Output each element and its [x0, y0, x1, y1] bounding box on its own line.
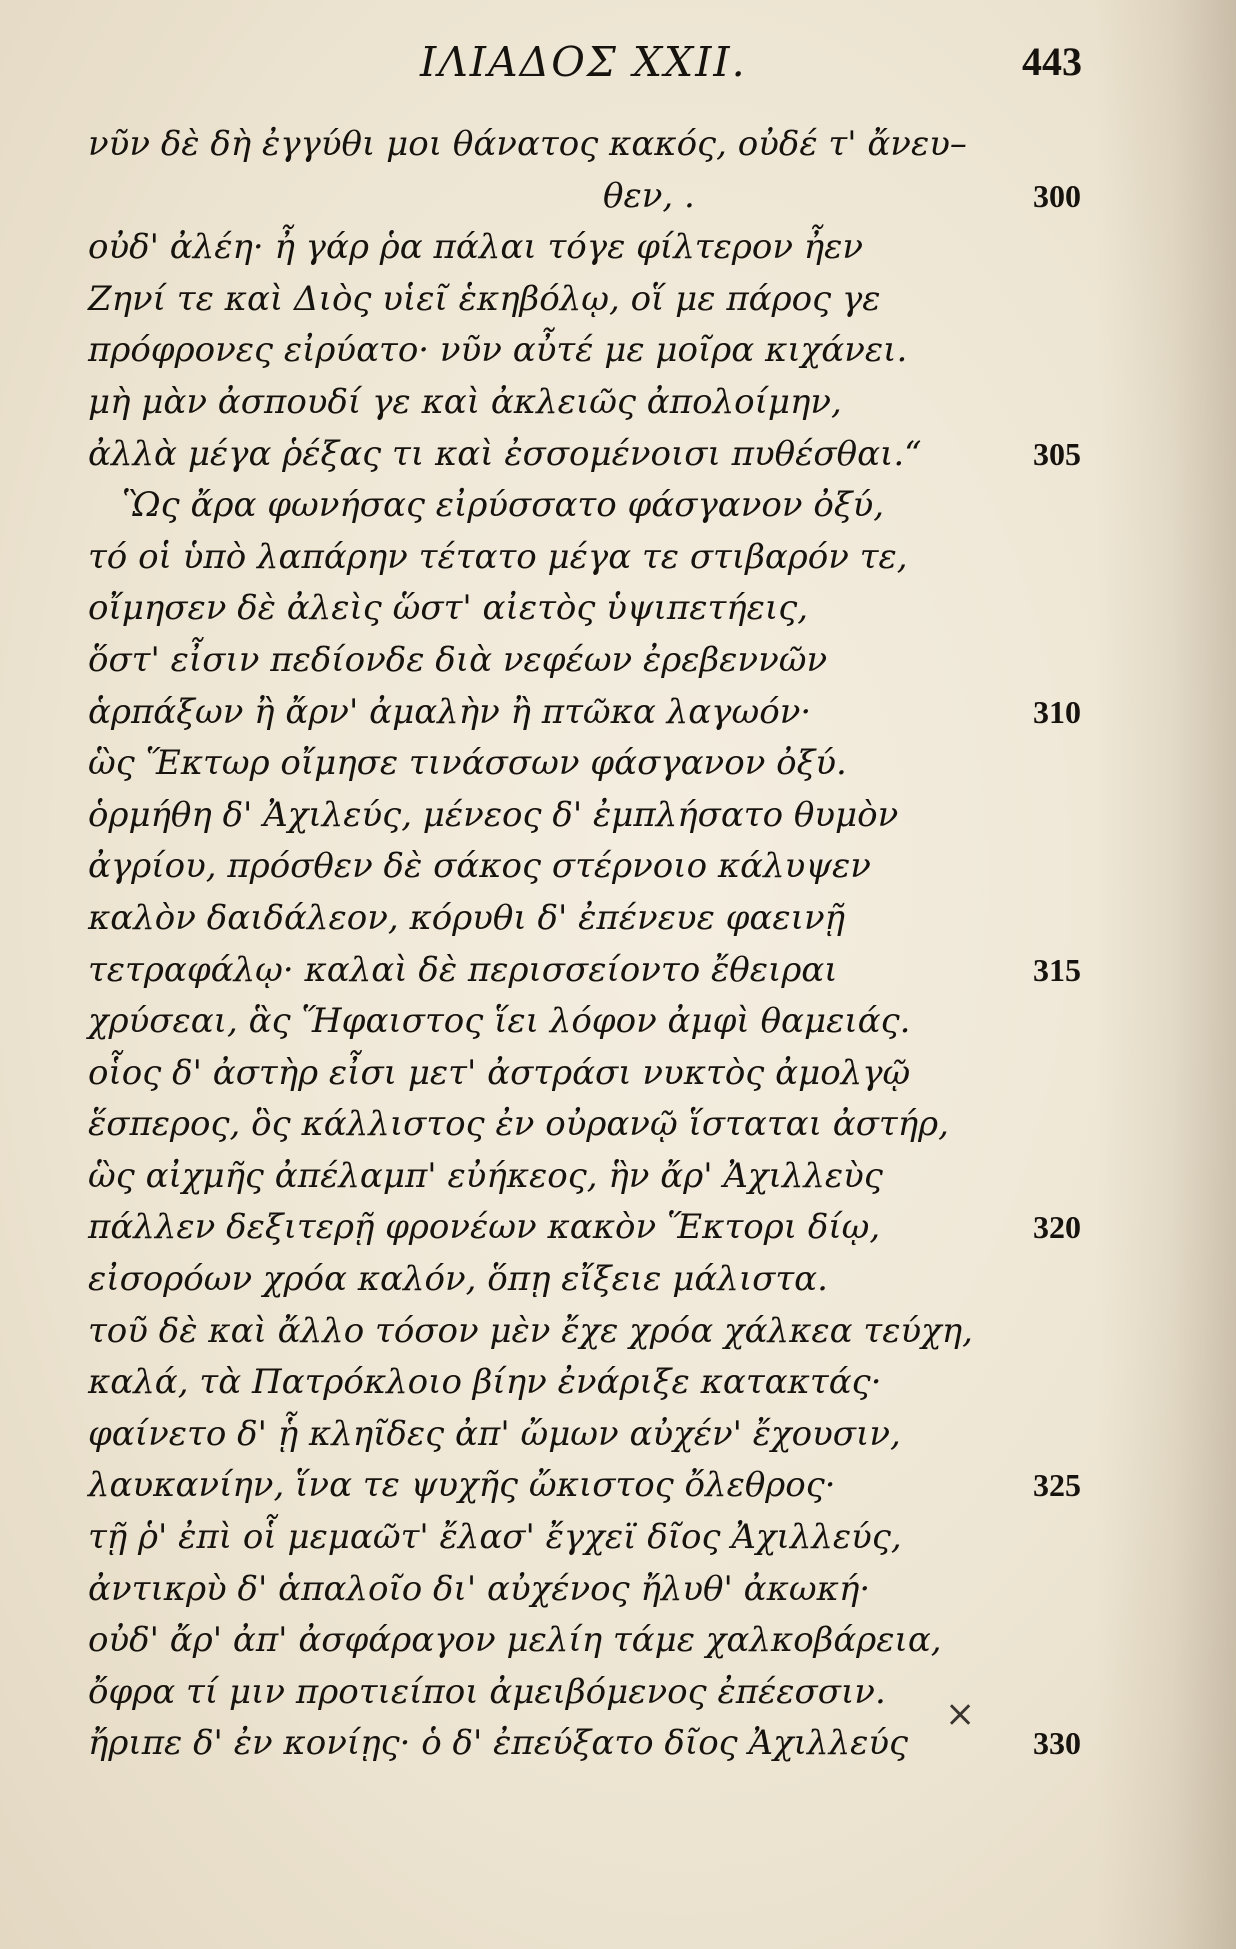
verse-text: τοῦ δὲ καὶ ἄλλο τόσον μὲν ἔχε χρόα χάλκεα τεύχη,	[88, 1310, 973, 1351]
page-number: 443	[1022, 39, 1082, 84]
verse-text: ἀντικρὺ δ' ἁπαλοῖο δι' αὐχένος ἤλυθ' ἀκωκή·	[88, 1568, 871, 1609]
verse-text: οἷος δ' ἀστὴρ εἶσι μετ' ἀστράσι νυκτὸς ἀμολγῷ	[88, 1052, 911, 1093]
verse-text: οἴμησεν δὲ ἀλεὶς ὥστ' αἰετὸς ὑψιπετήεις,	[88, 588, 809, 629]
verse-text: Ζηνί τε καὶ Διὸς υἱεῖ ἑκηβόλῳ, οἵ με πάρος γε	[88, 278, 881, 319]
verse-text: ὄφρα τί μιν προτιείποι ἀμειβόμενος ἐπέεσσιν.	[88, 1671, 886, 1712]
verse-text: ἁρπάξων ἢ ἄρν' ἀμαλὴν ἢ πτῶκα λαγωόν·	[88, 691, 812, 732]
verse-line	[88, 119, 1088, 171]
verse-text-block	[88, 119, 1088, 1770]
verse-line	[88, 1409, 1088, 1461]
verse-text: ὅστ' εἶσιν πεδίονδε διὰ νεφέων ἐρεβεννῶν	[88, 639, 828, 680]
verse-text: τετραφάλῳ· καλαὶ δὲ περισσείοντο ἔθειραι	[88, 949, 838, 990]
verse-text: καλὸν δαιδάλεον, κόρυθι δ' ἐπένευε φαεινῇ	[88, 897, 845, 938]
verse-line	[88, 1564, 1088, 1616]
line-number: 305	[1033, 435, 1081, 472]
verse-line	[88, 738, 1088, 790]
handwritten-margin-mark: ×	[945, 1694, 976, 1735]
verse-line	[88, 1306, 1088, 1358]
verse-line	[88, 996, 1088, 1048]
page-header	[0, 30, 1236, 90]
verse-text: εἰσορόων χρόα καλόν, ὅπῃ εἴξειε μάλιστα.	[88, 1259, 828, 1300]
verse-text: Ὣς ἄρα φωνήσας εἰρύσσατο φάσγανον ὀξύ,	[122, 485, 885, 526]
verse-text: τό οἱ ὑπὸ λαπάρην τέτατο μέγα τε στιβαρόν τε,	[88, 536, 908, 577]
verse-line	[88, 583, 1088, 635]
line-number: 325	[1033, 1467, 1081, 1504]
verse-line	[88, 274, 1088, 326]
verse-line	[88, 1357, 1088, 1409]
verse-text: χρύσεαι, ἃς Ἥφαιστος ἵει λόφον ἀμφὶ θαμειάς.	[88, 1001, 911, 1042]
verse-text: οὐδ' ἄρ' ἀπ' ἀσφάραγον μελίη τάμε χαλκοβάρεια,	[88, 1620, 942, 1661]
verse-text: ἀγρίου, πρόσθεν δὲ σάκος στέρνοιο κάλυψεν	[88, 846, 871, 887]
verse-text: πρόφρονες εἰρύατο· νῦν αὖτέ με μοῖρα κιχάνει.	[88, 330, 908, 371]
verse-line	[88, 532, 1088, 584]
line-number: 330	[1033, 1725, 1081, 1762]
verse-text: πάλλεν δεξιτερῇ φρονέων κακὸν Ἕκτορι δίῳ,	[88, 1207, 881, 1248]
verse-text: τῇ ῥ' ἐπὶ οἷ μεμαῶτ' ἔλασ' ἔγχεϊ δῖος Ἀχιλλεύς,	[88, 1517, 902, 1558]
verse-line	[88, 222, 1088, 274]
verse-line	[88, 841, 1088, 893]
verse-line	[88, 635, 1088, 687]
verse-text: ἤριπε δ' ἐν κονίῃς· ὁ δ' ἐπεύξατο δῖος Ἀχιλλεύς	[88, 1723, 909, 1764]
verse-text: ἀλλὰ μέγα ῥέξας τι καὶ ἐσσομένοισι πυθέσθαι.“	[88, 433, 922, 474]
verse-line	[88, 1202, 1088, 1254]
verse-text: οὐδ' ἀλέη· ἦ γάρ ῥα πάλαι τόγε φίλτερον ἦεν	[88, 227, 864, 268]
verse-line	[88, 790, 1088, 842]
verse-line	[88, 1254, 1088, 1306]
verse-text: θεν, .	[603, 175, 695, 216]
verse-text: μὴ μὰν ἀσπουδί γε καὶ ἀκλειῶς ἀπολοίμην,	[88, 381, 842, 422]
verse-text: ὣς αἰχμῆς ἀπέλαμπ' εὐήκεος, ἣν ἄρ' Ἀχιλλεὺς	[88, 1155, 883, 1196]
page-gutter-shadow	[1096, 0, 1236, 1949]
verse-line	[88, 1615, 1088, 1667]
verse-line	[88, 1460, 1088, 1512]
verse-text: λαυκανίην, ἵνα τε ψυχῆς ὤκιστος ὄλεθρος·	[88, 1465, 836, 1506]
verse-line	[88, 429, 1088, 481]
verse-text: φαίνετο δ' ᾗ κληῖδες ἀπ' ὤμων αὐχέν' ἔχουσιν,	[88, 1413, 901, 1454]
verse-line	[88, 1151, 1088, 1203]
verse-text: ἕσπερος, ὃς κάλλιστος ἐν οὐρανῷ ἵσταται ἀστήρ,	[88, 1104, 949, 1145]
running-title: ΙΛΙΑΔΟΣ XXII.	[420, 38, 747, 86]
verse-text: καλά, τὰ Πατρόκλοιο βίην ἐνάριξε κατακτάς·	[88, 1362, 882, 1403]
verse-line	[88, 377, 1088, 429]
verse-line	[88, 171, 1088, 223]
line-number: 320	[1033, 1209, 1081, 1246]
verse-line	[88, 1048, 1088, 1100]
line-number: 315	[1033, 951, 1081, 988]
line-number: 300	[1033, 177, 1081, 214]
verse-line	[88, 1512, 1088, 1564]
verse-line	[88, 1099, 1088, 1151]
verse-text: νῦν δὲ δὴ ἐγγύθι μοι θάνατος κακός, οὐδέ τ' ἄνευ–	[88, 124, 967, 164]
verse-line	[88, 480, 1088, 532]
verse-line	[88, 687, 1088, 739]
verse-line	[88, 945, 1088, 997]
verse-text: ὁρμήθη δ' Ἀχιλεύς, μένεος δ' ἐμπλήσατο θυμὸν	[88, 794, 899, 835]
verse-line	[88, 325, 1088, 377]
line-number: 310	[1033, 693, 1081, 730]
verse-line	[88, 893, 1088, 945]
verse-line	[88, 1667, 1088, 1719]
verse-text: ὣς Ἕκτωρ οἴμησε τινάσσων φάσγανον ὀξύ.	[88, 743, 847, 784]
verse-line	[88, 1718, 1088, 1770]
